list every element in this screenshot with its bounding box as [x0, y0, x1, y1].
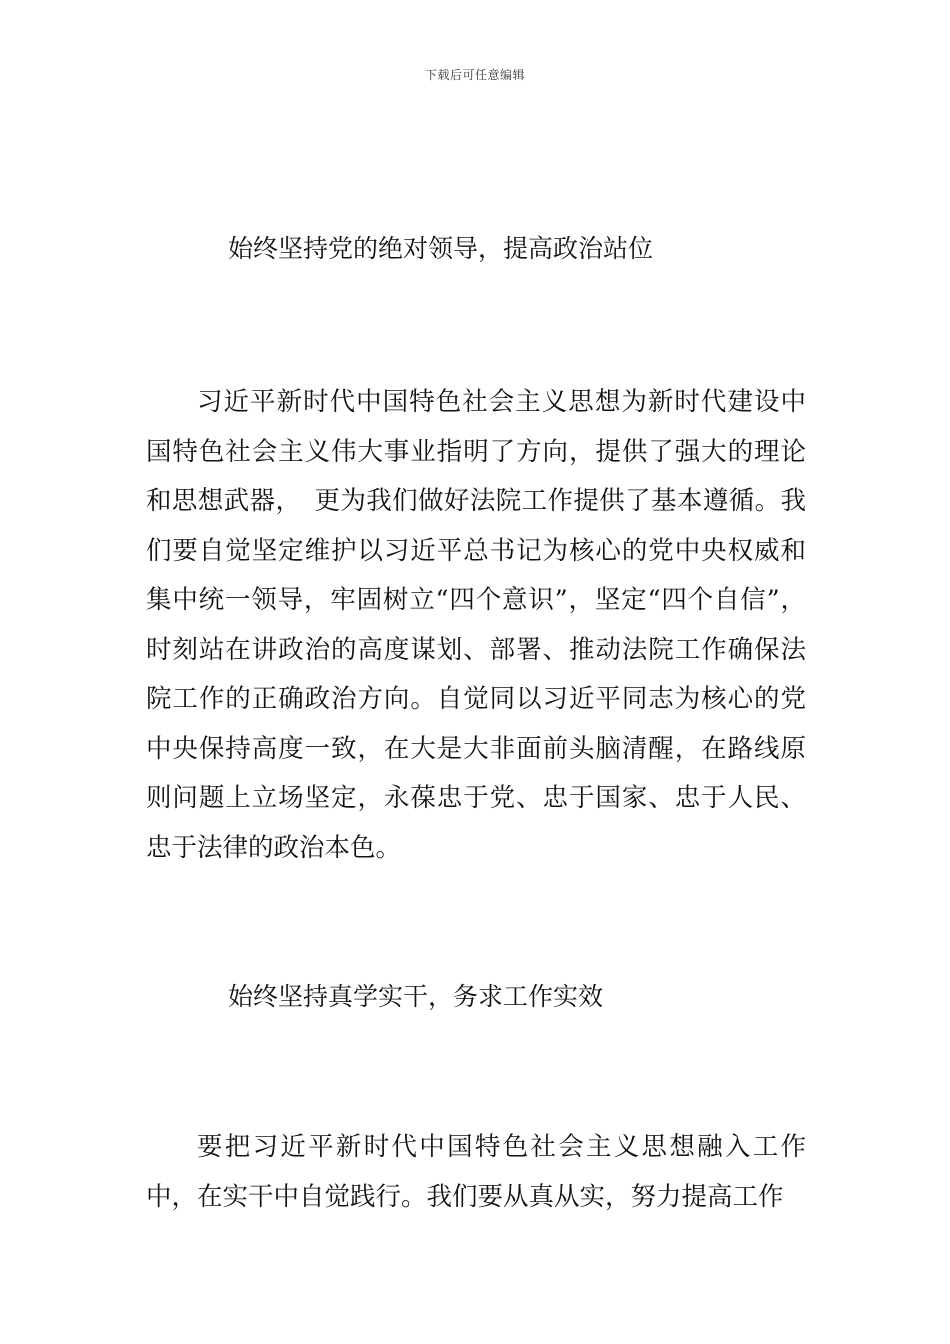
section-paragraph-1: 习近平新时代中国特色社会主义思想为新时代建设中国特色社会主义伟大事业指明了方向，提供了强大的理论和思想武器， 更为我们做好法院工作提供了基本遵循。我们要自觉坚定维护以习近平总书记为核心的党中央权威和集中统一领导，牢固树立“四个意识”，坚定“四个自信”，时刻站在讲政治的高度谋划、部署、推动法院工作确保法院工作的正确政治方向。自觉同以习近平同志为核心的党中央保持高度一致，在大是大非面前头脑清醒，在路线原则问题上立场坚定，永葆忠于党、忠于国家、忠于人民、忠于法律的政治本色。	[146, 387, 806, 863]
section-heading-2: 始终坚持真学实干，务求工作实效	[228, 982, 604, 1011]
header-note: 下载后可任意编辑	[424, 68, 525, 82]
section-heading-1: 始终坚持党的绝对领导，提高政治站位	[228, 234, 654, 263]
section-paragraph-2: 要把习近平新时代中国特色社会主义思想融入工作中，在实干中自觉践行。我们要从真从实，努力提高工作	[146, 1132, 806, 1212]
